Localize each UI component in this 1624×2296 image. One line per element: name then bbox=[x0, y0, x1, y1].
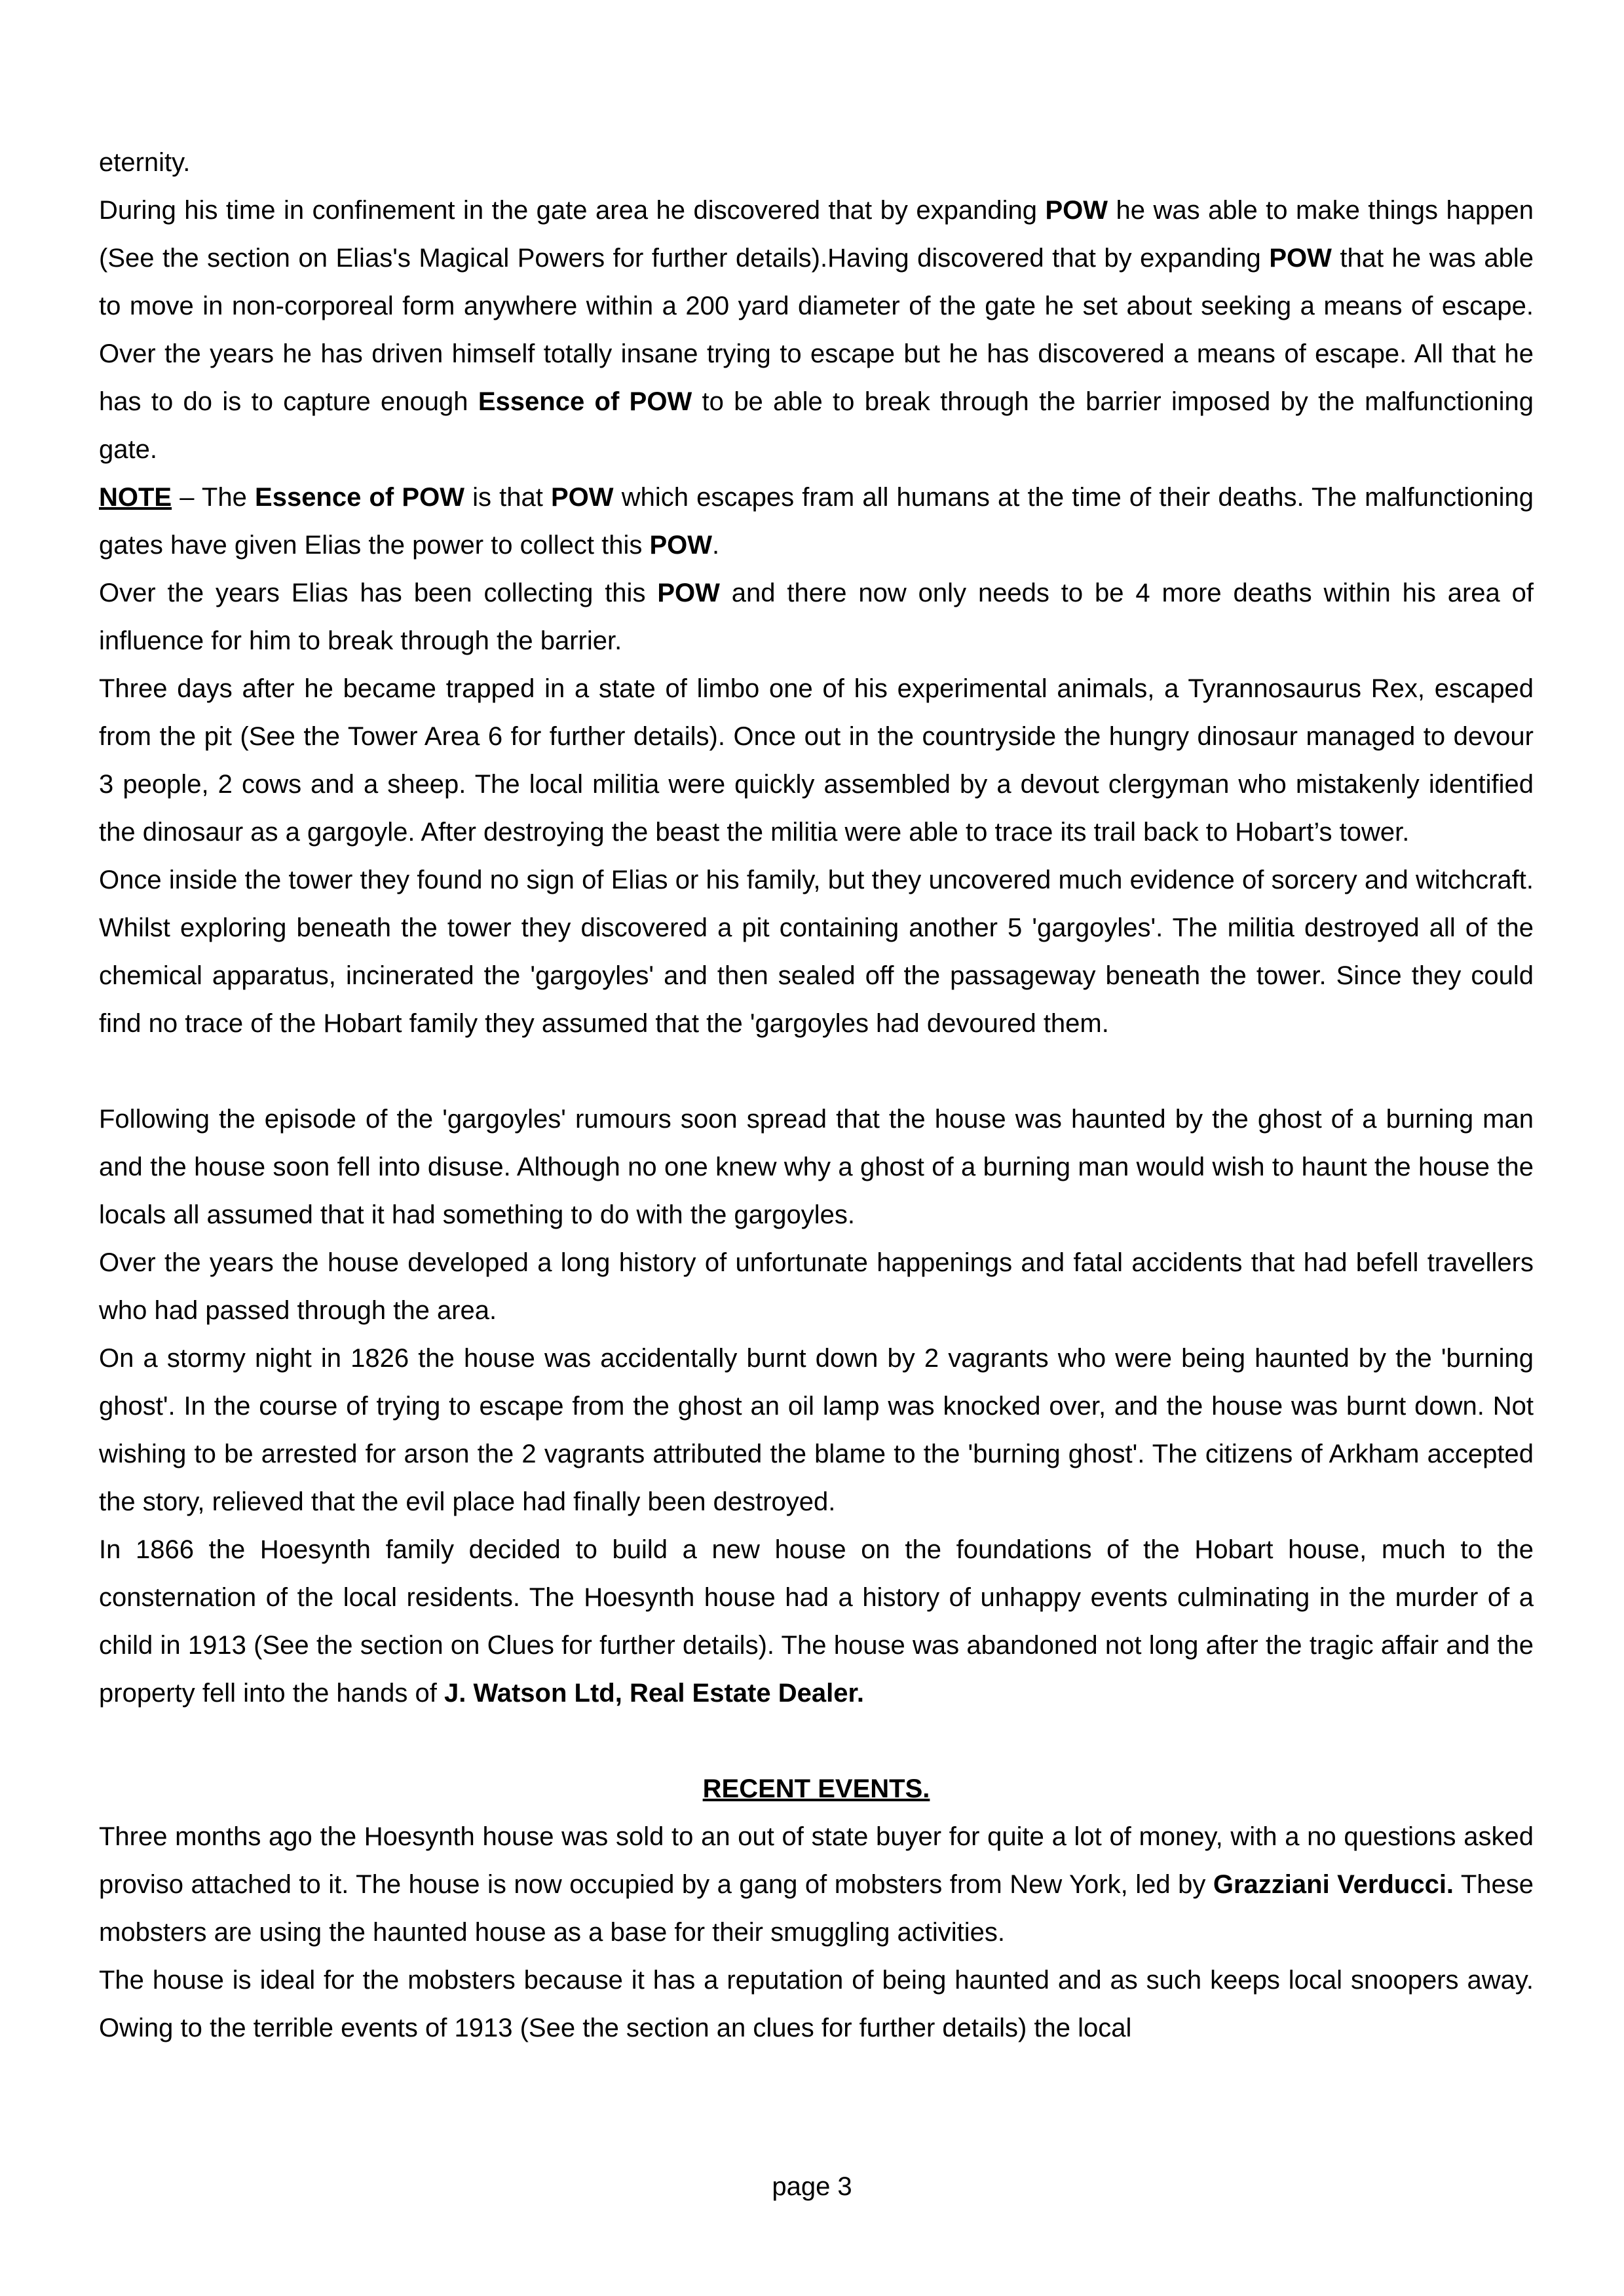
paragraph-ideal bbox=[99, 1957, 1534, 2052]
paragraph-text: is that bbox=[464, 483, 551, 512]
bold-term: POW bbox=[657, 579, 720, 607]
paragraph-text: Once inside the tower they found no sign of Elias or his family, but they uncovered much evidence of sorcery and witchcraft. Whilst exploring beneath the tower they discovered a pit containing another 5 'gargoyles'. The militia destroyed all of the chemical apparatus, incinerated the 'gargoyles' and then sealed off the passageway beneath the tower. Since they could find no trace of the Hobart family they assumed that the 'gargoyles had devoured them. bbox=[99, 866, 1534, 1038]
paragraph-mobsters bbox=[99, 1813, 1534, 1957]
bold-term: J. Watson Ltd, Real Estate Dealer. bbox=[444, 1679, 864, 1708]
paragraph-text: to be able to break through the barrier imposed by the malfunctioning gate. bbox=[99, 387, 1534, 464]
paragraph-text: – The bbox=[172, 483, 255, 512]
paragraph-text: which escapes fram all humans at the time of their deaths. The malfunctioning gates have given Elias the power to collect this bbox=[99, 483, 1534, 560]
paragraph-text: Over the years Elias has been collecting this bbox=[99, 579, 658, 607]
page-number: page 3 bbox=[772, 2172, 852, 2201]
paragraph-text: Over the years the house developed a long history of unfortunate happenings and fatal accidents that had befell travellers who had passed through the area. bbox=[99, 1248, 1534, 1325]
paragraph-hoesynth bbox=[99, 1526, 1534, 1717]
bold-term: POW bbox=[1045, 196, 1108, 225]
paragraph-text: and there now only needs to be 4 more deaths within his area of influence for him to break through the barrier. bbox=[99, 579, 1534, 655]
paragraph-text: Following the episode of the 'gargoyles' rumours soon spread that the house was haunted by the ghost of a burning man and the house soon fell into disuse. Although no one knew why a ghost of a burning man would wish to haunt the house the locals all assumed that it had something to do with the gargoyles. bbox=[99, 1105, 1534, 1229]
paragraph-text: The house is ideal for the mobsters because it has a reputation of being haunted and as such keeps local snoopers away. Owing to the terrible events of 1913 (See the section an clues for further details) the local bbox=[99, 1966, 1534, 2042]
document-body bbox=[99, 139, 1534, 2052]
paragraph-fire bbox=[99, 1335, 1534, 1526]
paragraph-note bbox=[99, 474, 1534, 569]
bold-term: POW bbox=[649, 531, 713, 560]
paragraph-text: he was able to make things happen (See the section on Elias's Magical Powers for further details).Having discovered that by expanding bbox=[99, 196, 1534, 273]
paragraph-eternity bbox=[99, 139, 1534, 187]
paragraph-text: During his time in confinement in the gate area he discovered that by expanding bbox=[99, 196, 1046, 225]
paragraph-text: On a stormy night in 1826 the house was accidentally burnt down by 2 vagrants who were being haunted by the 'burning ghost'. In the course of trying to escape from the ghost an oil lamp was knocked over, and the house was burnt down. Not wishing to be arrested for arson the 2 vagrants attributed the blame to the 'burning ghost'. The citizens of Arkham accepted the story, relieved that the evil place had finally been destroyed. bbox=[99, 1344, 1534, 1516]
paragraph-gap bbox=[99, 1048, 1534, 1096]
paragraph-text: Three days after he became trapped in a state of limbo one of his experimental animals, a Tyrannosaurus Rex, escaped from the pit (See the Tower Area 6 for further details). Once out in the countryside the hungry dinosaur managed to devour 3 people, 2 cows and a sheep. The local militia were quickly assembled by a devout clergyman who mistakenly identified the dinosaur as a gargoyle. After destroying the beast the militia were able to trace its trail back to Hobart’s tower. bbox=[99, 674, 1534, 847]
paragraph-text: . bbox=[712, 531, 720, 560]
bold-term: Grazziani Verducci. bbox=[1213, 1870, 1454, 1899]
paragraph-gap bbox=[99, 1717, 1534, 1765]
bold-term: POW bbox=[1269, 244, 1332, 273]
paragraph-confinement bbox=[99, 187, 1534, 474]
paragraph-text: that he was able to move in non-corporeal form anywhere within a 200 yard diameter of the gate he set about seeking a means of escape. Over the years he has driven himself totally insane trying to escape but he has discovered a means of escape. All that he has to do is to capture enough bbox=[99, 244, 1534, 416]
note-label: NOTE bbox=[99, 483, 172, 512]
paragraph-tower bbox=[99, 856, 1534, 1048]
bold-term: Essence of POW bbox=[255, 483, 464, 512]
paragraph-collecting bbox=[99, 569, 1534, 665]
paragraph-text: In 1866 the Hoesynth family decided to build a new house on the foundations of the Hobart house, much to the consternation of the local residents. The Hoesynth house had a history of unhappy events culminating in the murder of a child in 1913 (See the section on Clues for further details). The house was abandoned not long after the tragic affair and the property fell into the hands of bbox=[99, 1535, 1534, 1708]
paragraph-text: Three months ago the Hoesynth house was sold to an out of state buyer for quite a lot of money, with a no questions asked proviso attached to it. The house is now occupied by a gang of mobsters from New York, led by bbox=[99, 1822, 1534, 1899]
bold-term: Essence of POW bbox=[478, 387, 692, 416]
paragraph-text: These mobsters are using the haunted house as a base for their smuggling activities. bbox=[99, 1870, 1534, 1947]
section-heading: RECENT EVENTS. bbox=[702, 1774, 930, 1803]
paragraph-text: eternity. bbox=[99, 148, 191, 177]
paragraph-rumours bbox=[99, 1096, 1534, 1239]
paragraph-dinosaur bbox=[99, 665, 1534, 856]
bold-term: POW bbox=[551, 483, 614, 512]
paragraph-history bbox=[99, 1239, 1534, 1335]
